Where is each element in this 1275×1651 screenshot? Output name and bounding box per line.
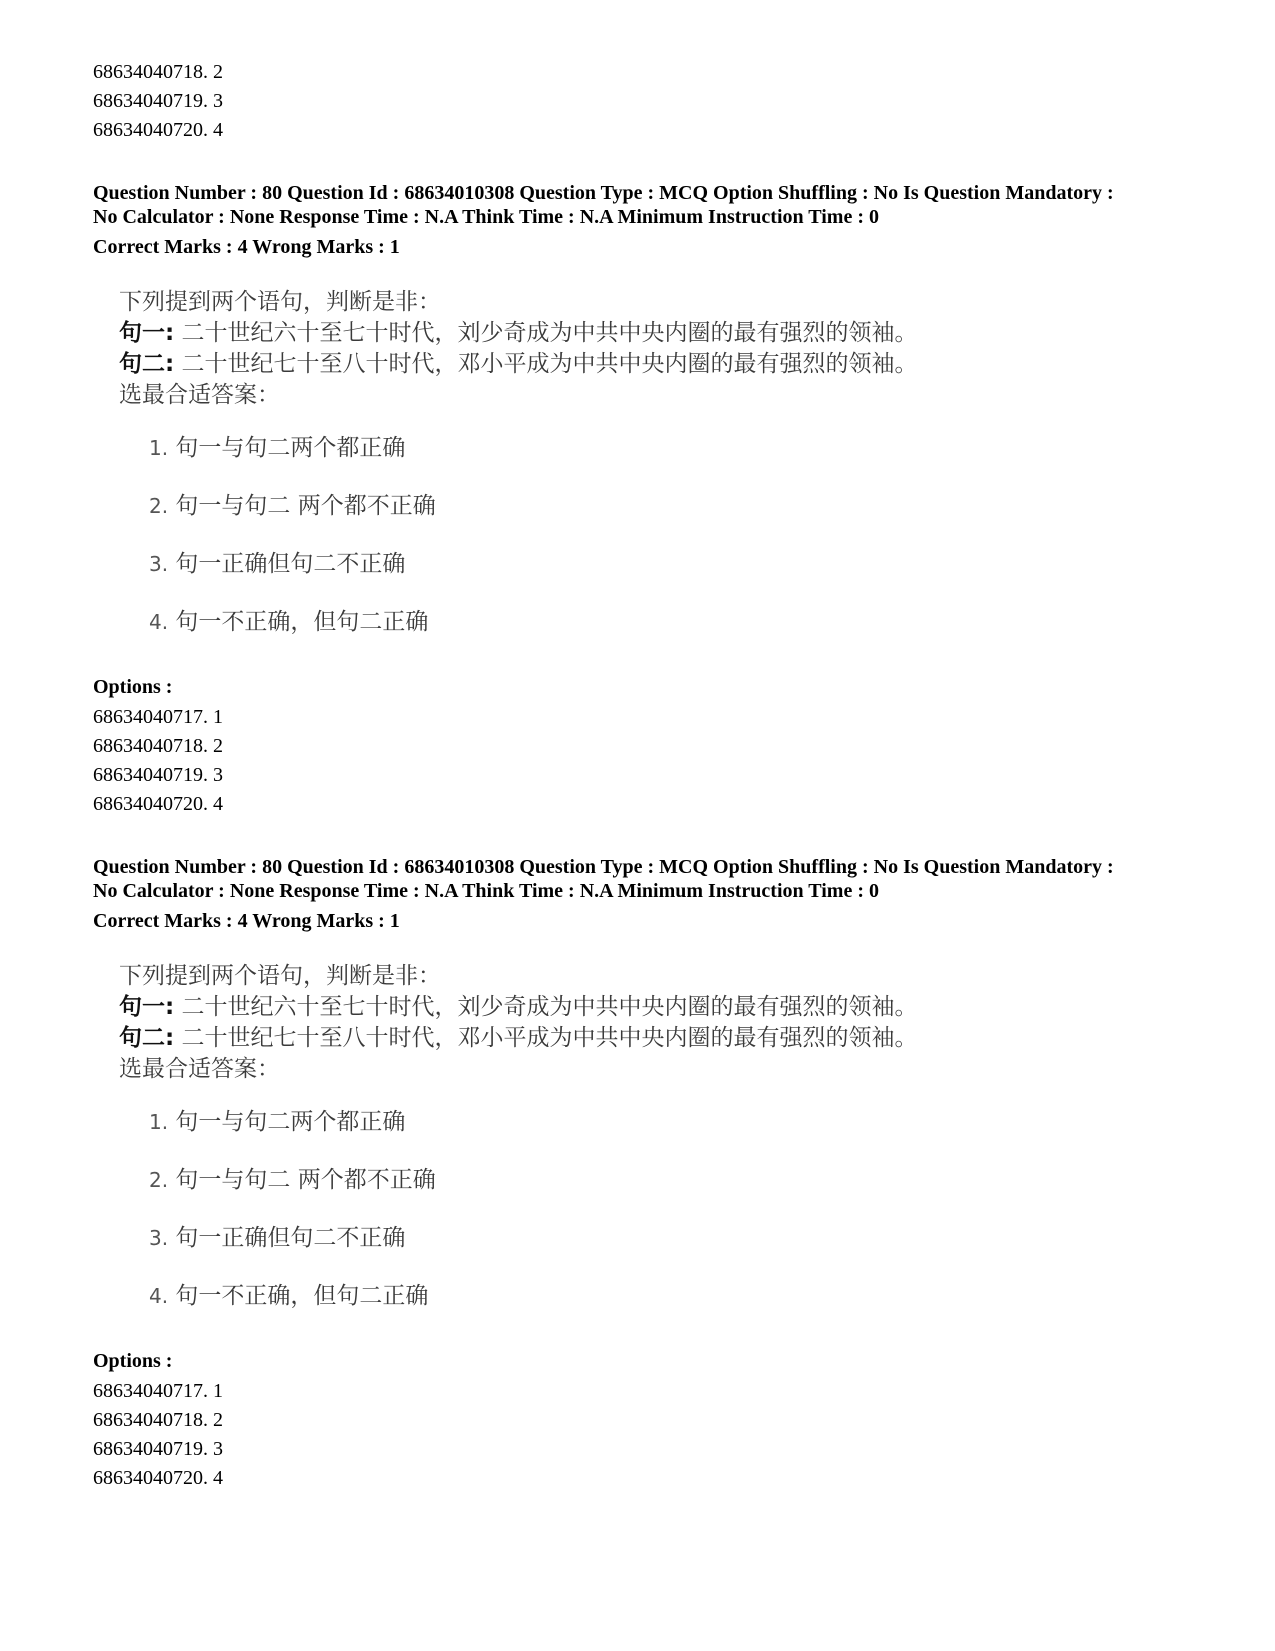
options-label: Options : bbox=[93, 676, 173, 698]
question-meta-line: Question Number : 80 Question Id : 68634010308 Question Type : MCQ Option Shuffling : No Is Question Mandatory : bbox=[93, 856, 1114, 878]
choice-number: 3. bbox=[149, 552, 169, 576]
question-image bbox=[119, 287, 1203, 663]
document-page bbox=[93, 58, 1203, 1493]
option-line: 68634040719. 3 bbox=[93, 1438, 223, 1460]
choice-number: 1. bbox=[149, 436, 169, 460]
options-label: Options : bbox=[93, 1350, 173, 1372]
question-meta-line: Question Number : 80 Question Id : 68634010308 Question Type : MCQ Option Shuffling : No Is Question Mandatory : bbox=[93, 182, 1114, 204]
question-block bbox=[93, 855, 1203, 1493]
choice-item bbox=[149, 489, 1203, 547]
question-meta-line: No Calculator : None Response Time : N.A Think Time : N.A Minimum Instruction Time : 0 bbox=[93, 880, 879, 902]
choice-list bbox=[149, 1105, 1203, 1337]
choice-number: 2. bbox=[149, 494, 169, 518]
statement-label: 句一: bbox=[119, 994, 175, 1020]
choice-item bbox=[149, 431, 1203, 489]
marks-line: Correct Marks : 4 Wrong Marks : 1 bbox=[93, 910, 400, 932]
question-instruction: 选最合适答案： bbox=[119, 382, 280, 408]
choice-number: 4. bbox=[149, 610, 169, 634]
choice-text: 句一与句二两个都正确 bbox=[175, 1109, 406, 1135]
previous-options-list bbox=[93, 58, 1203, 145]
statement-label: 句二: bbox=[119, 1025, 175, 1051]
statement-two bbox=[119, 1023, 1203, 1054]
choice-item bbox=[149, 605, 1203, 663]
choice-number: 2. bbox=[149, 1168, 169, 1192]
option-line: 68634040720. 4 bbox=[93, 119, 223, 141]
choice-number: 4. bbox=[149, 1284, 169, 1308]
choice-text: 句一与句二 两个都不正确 bbox=[175, 1167, 436, 1193]
choice-item bbox=[149, 1163, 1203, 1221]
choice-text: 句一正确但句二不正确 bbox=[175, 551, 406, 577]
option-line: 68634040718. 2 bbox=[93, 61, 223, 83]
choice-text: 句一不正确，但句二正确 bbox=[175, 609, 429, 635]
statement-text: 二十世纪七十至八十时代，邓小平成为中共中央内圈的最有强烈的领袖。 bbox=[174, 1025, 918, 1051]
option-line: 68634040720. 4 bbox=[93, 1467, 223, 1489]
options-list bbox=[93, 1377, 1203, 1493]
option-line: 68634040719. 3 bbox=[93, 764, 223, 786]
option-line: 68634040717. 1 bbox=[93, 706, 223, 728]
statement-text: 二十世纪六十至七十时代，刘少奇成为中共中央内圈的最有强烈的领袖。 bbox=[174, 994, 918, 1020]
statement-one bbox=[119, 318, 1203, 349]
option-line: 68634040718. 2 bbox=[93, 735, 223, 757]
statement-two bbox=[119, 349, 1203, 380]
statement-label: 句二: bbox=[119, 351, 175, 377]
question-block bbox=[93, 181, 1203, 819]
option-line: 68634040718. 2 bbox=[93, 1409, 223, 1431]
choice-text: 句一与句二 两个都不正确 bbox=[175, 493, 436, 519]
question-meta-line: No Calculator : None Response Time : N.A Think Time : N.A Minimum Instruction Time : 0 bbox=[93, 206, 879, 228]
choice-text: 句一不正确，但句二正确 bbox=[175, 1283, 429, 1309]
option-line: 68634040717. 1 bbox=[93, 1380, 223, 1402]
choice-item bbox=[149, 1105, 1203, 1163]
choice-item bbox=[149, 1279, 1203, 1337]
choice-text: 句一正确但句二不正确 bbox=[175, 1225, 406, 1251]
choice-list bbox=[149, 431, 1203, 663]
option-line: 68634040719. 3 bbox=[93, 90, 223, 112]
choice-number: 1. bbox=[149, 1110, 169, 1134]
choice-item bbox=[149, 1221, 1203, 1279]
option-line: 68634040720. 4 bbox=[93, 793, 223, 815]
question-prompt: 下列提到两个语句，判断是非： bbox=[119, 963, 441, 989]
statement-one bbox=[119, 992, 1203, 1023]
statement-text: 二十世纪七十至八十时代，邓小平成为中共中央内圈的最有强烈的领袖。 bbox=[174, 351, 918, 377]
options-list bbox=[93, 703, 1203, 819]
question-instruction: 选最合适答案： bbox=[119, 1056, 280, 1082]
question-image bbox=[119, 961, 1203, 1337]
choice-number: 3. bbox=[149, 1226, 169, 1250]
marks-line: Correct Marks : 4 Wrong Marks : 1 bbox=[93, 236, 400, 258]
choice-text: 句一与句二两个都正确 bbox=[175, 435, 406, 461]
choice-item bbox=[149, 547, 1203, 605]
statement-text: 二十世纪六十至七十时代，刘少奇成为中共中央内圈的最有强烈的领袖。 bbox=[174, 320, 918, 346]
statement-label: 句一: bbox=[119, 320, 175, 346]
question-prompt: 下列提到两个语句，判断是非： bbox=[119, 289, 441, 315]
